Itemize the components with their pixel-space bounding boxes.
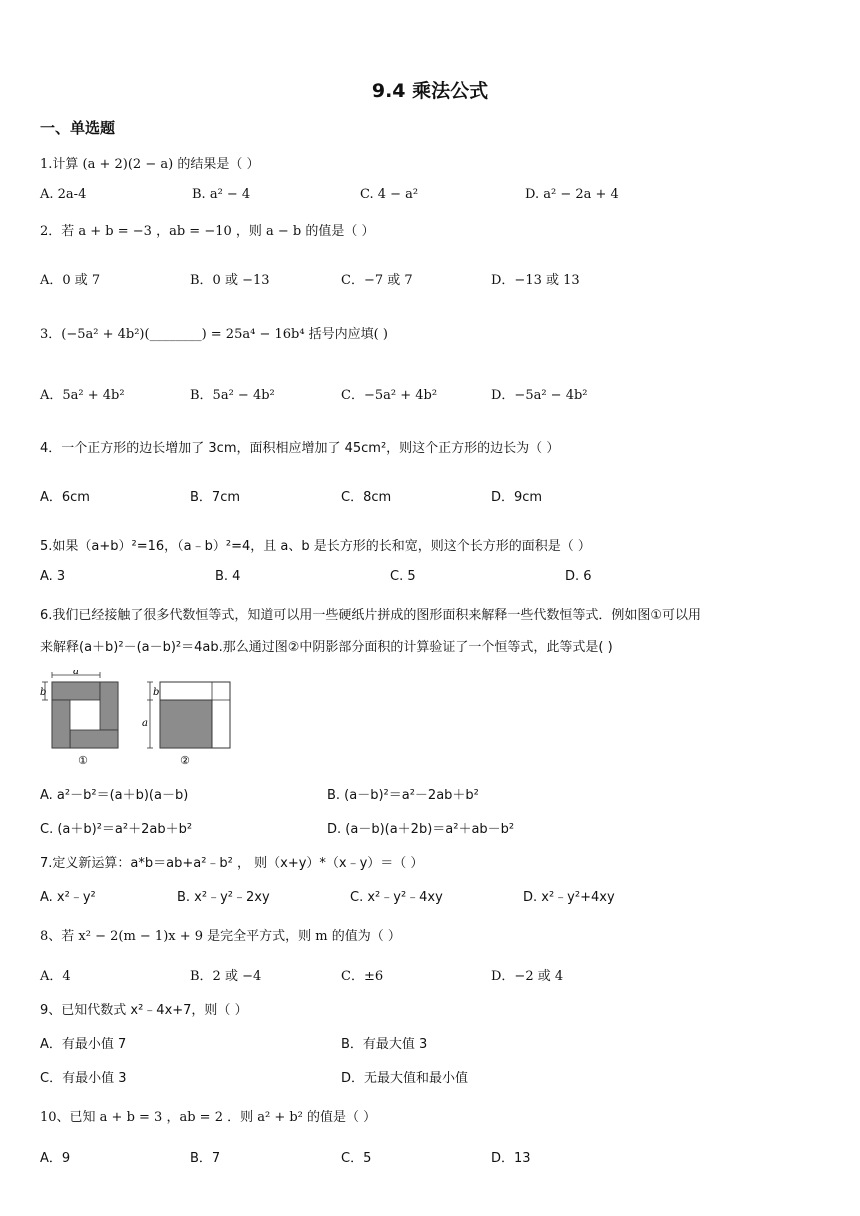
question-6-stem: 6.我们已经接触了很多代数恒等式，知道可以用一些硬纸片拼成的图形面积来解释一些代数恒等式．例如图①可以用 bbox=[40, 608, 702, 623]
question-5-stem: 5.如果（a+b）²=16，（a﹣b）²=4，且 a、b 是长方形的长和宽，则这个长方形的面积是（ ） bbox=[40, 539, 591, 554]
q5-option-b[interactable]: B. 4 bbox=[215, 569, 241, 584]
figure-2 bbox=[142, 682, 230, 767]
figure-1-caption: ① bbox=[78, 754, 88, 767]
q8-option-c[interactable]: C．±6 bbox=[341, 969, 384, 984]
q4-option-d[interactable]: D．9cm bbox=[491, 490, 543, 505]
question-6-figures bbox=[40, 670, 240, 770]
q4-option-a[interactable]: A．6cm bbox=[40, 490, 90, 505]
q6-option-c[interactable]: C. (a＋b)²＝a²＋2ab＋b² bbox=[40, 822, 193, 837]
q5-option-d[interactable]: D. 6 bbox=[565, 569, 592, 584]
q2-option-a[interactable]: A．0 或 7 bbox=[40, 273, 101, 288]
q1-option-a[interactable]: A. 2a-4 bbox=[40, 187, 87, 202]
q10-option-b[interactable]: B．7 bbox=[190, 1151, 221, 1166]
q4-option-b[interactable]: B．7cm bbox=[190, 490, 241, 505]
question-1-stem: 1.计算 (a + 2)(2 − a) 的结果是（ ） bbox=[40, 157, 260, 172]
fig1-label-a: a bbox=[73, 670, 79, 677]
q2-option-c[interactable]: C．−7 或 7 bbox=[341, 273, 413, 288]
q9-option-c[interactable]: C．有最小值 3 bbox=[40, 1071, 127, 1086]
page-title: 9.4 乘法公式 bbox=[371, 80, 489, 102]
q3-option-d[interactable]: D．−5a² − 4b² bbox=[491, 388, 588, 403]
q8-option-d[interactable]: D．−2 或 4 bbox=[491, 969, 564, 984]
section-heading: 一、单选题 bbox=[40, 119, 116, 137]
q6-option-b[interactable]: B. (a－b)²＝a²－2ab＋b² bbox=[327, 788, 479, 803]
q3-option-a[interactable]: A．5a² + 4b² bbox=[40, 388, 125, 403]
q3-option-b[interactable]: B．5a² − 4b² bbox=[190, 388, 275, 403]
q10-option-c[interactable]: C．5 bbox=[341, 1151, 372, 1166]
figure-2-caption: ② bbox=[180, 754, 190, 767]
question-4-stem: 4．一个正方形的边长增加了 3cm，面积相应增加了 45cm²，则这个正方形的边长为（ ） bbox=[40, 441, 560, 456]
question-9-stem: 9、已知代数式 x²﹣4x+7，则（ ） bbox=[40, 1003, 248, 1018]
q8-option-b[interactable]: B．2 或 −4 bbox=[190, 969, 262, 984]
question-2-stem: 2．若 a + b = −3 ，ab = −10 ，则 a − b 的值是（ ） bbox=[40, 224, 375, 239]
fig2-label-a: a bbox=[142, 718, 148, 729]
q8-option-a[interactable]: A．4 bbox=[40, 969, 71, 984]
question-10-stem: 10、已知 a + b = 3 ，ab = 2 ．则 a² + b² 的值是（ ） bbox=[40, 1110, 377, 1125]
fig2-label-b: b bbox=[153, 687, 160, 698]
question-7-stem: 7.定义新运算：a*b＝ab+a²﹣b² ， 则（x+y）*（x﹣y）＝（ ） bbox=[40, 856, 424, 871]
fig1-label-b: b bbox=[40, 687, 47, 698]
q5-option-a[interactable]: A. 3 bbox=[40, 569, 66, 584]
q7-option-b[interactable]: B. x²﹣y²﹣2xy bbox=[177, 890, 270, 905]
figure-1 bbox=[40, 670, 118, 767]
q3-option-c[interactable]: C．−5a² + 4b² bbox=[341, 388, 438, 403]
q7-option-d[interactable]: D. x²﹣y²+4xy bbox=[523, 890, 615, 905]
q5-option-c[interactable]: C. 5 bbox=[390, 569, 416, 584]
q9-option-d[interactable]: D．无最大值和最小值 bbox=[341, 1071, 469, 1086]
q1-option-c[interactable]: C. 4 − a² bbox=[360, 187, 419, 202]
q9-option-a[interactable]: A．有最小值 7 bbox=[40, 1037, 127, 1052]
q7-option-a[interactable]: A. x²﹣y² bbox=[40, 890, 96, 905]
q9-option-b[interactable]: B．有最大值 3 bbox=[341, 1037, 428, 1052]
question-6-stem-cont: 来解释(a＋b)²－(a－b)²＝4ab.那么通过图②中阴影部分面积的计算验证了一个恒等式，此等式是( ) bbox=[40, 640, 613, 655]
q1-option-d[interactable]: D. a² − 2a + 4 bbox=[525, 187, 619, 202]
q4-option-c[interactable]: C．8cm bbox=[341, 490, 392, 505]
q2-option-d[interactable]: D．−13 或 13 bbox=[491, 273, 580, 288]
q7-option-c[interactable]: C. x²﹣y²﹣4xy bbox=[350, 890, 443, 905]
question-8-stem: 8、若 x² − 2(m − 1)x + 9 是完全平方式，则 m 的值为（ ） bbox=[40, 929, 401, 944]
q6-option-a[interactable]: A. a²－b²＝(a＋b)(a－b) bbox=[40, 788, 189, 803]
q10-option-a[interactable]: A．9 bbox=[40, 1151, 71, 1166]
q1-option-b[interactable]: B. a² − 4 bbox=[192, 187, 251, 202]
question-3-stem: 3．(−5a² + 4b²)(________) = 25a⁴ − 16b⁴ 括号内应填( ) bbox=[40, 327, 388, 342]
q2-option-b[interactable]: B．0 或 −13 bbox=[190, 273, 270, 288]
q6-option-d[interactable]: D. (a－b)(a＋2b)＝a²＋ab－b² bbox=[327, 822, 515, 837]
q10-option-d[interactable]: D．13 bbox=[491, 1151, 531, 1166]
